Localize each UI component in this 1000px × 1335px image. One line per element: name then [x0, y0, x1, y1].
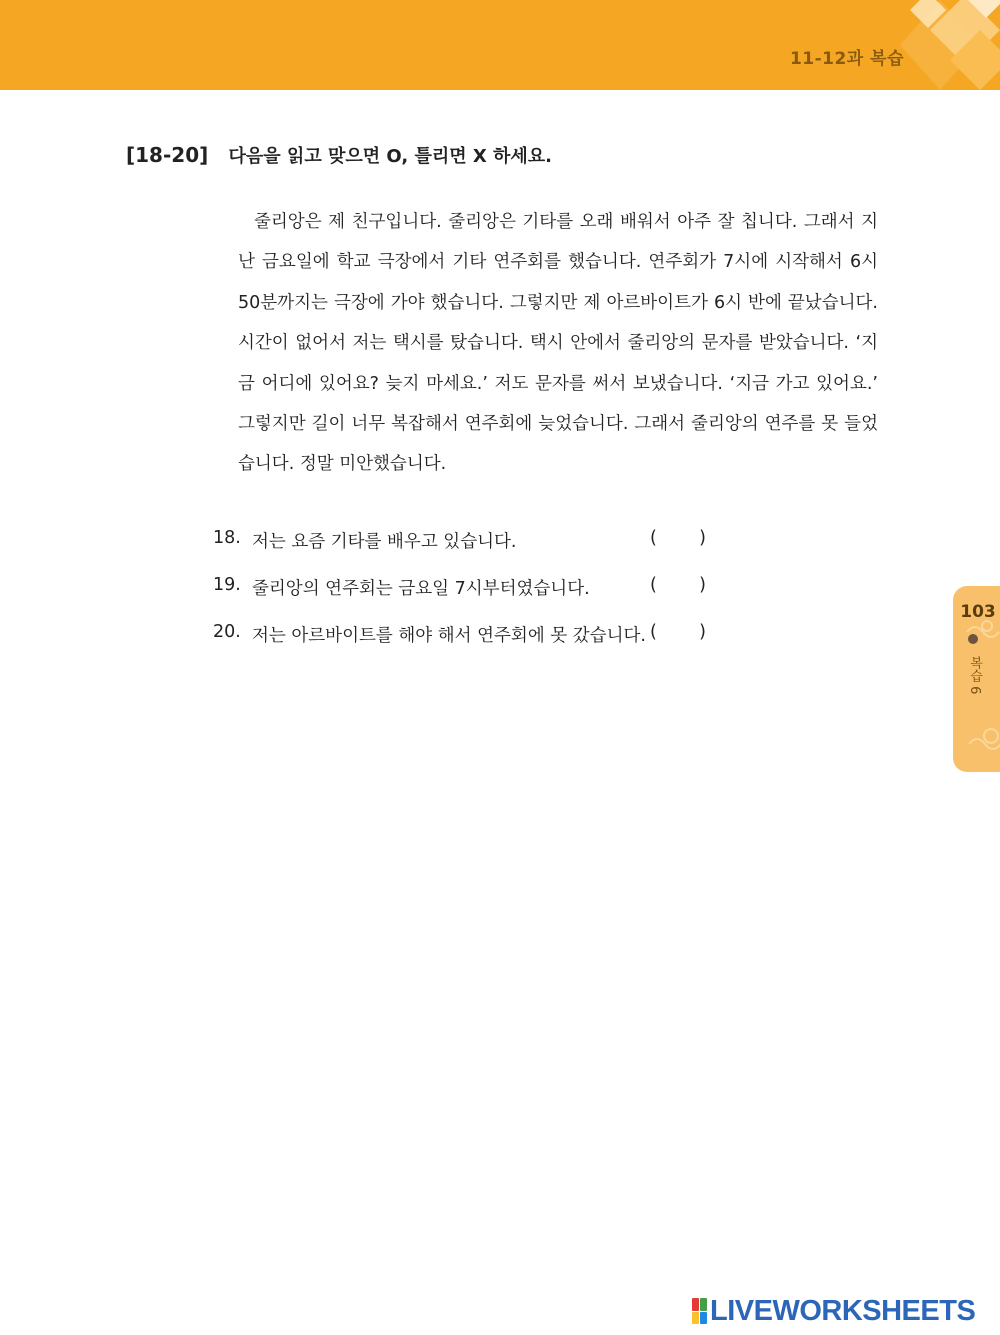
header-bar [0, 0, 1000, 90]
answer-blank[interactable] [650, 619, 706, 645]
dot-icon [968, 634, 978, 644]
close-paren: ) [699, 528, 706, 548]
open-paren: ( [650, 528, 657, 548]
question-text: 저는 요즘 기타를 배우고 있습니다. [252, 532, 517, 552]
question-text: 줄리앙의 연주회는 금요일 7시부터였습니다. [252, 579, 590, 599]
open-paren: ( [650, 575, 657, 595]
question-text: 저는 아르바이트를 해야 해서 연주회에 못 갔습니다. [252, 626, 646, 646]
section-title: 11-12과 복습 [789, 49, 904, 69]
question-number: 18. [213, 528, 241, 548]
passage-text: 줄리앙은 제 친구입니다. 줄리앙은 기타를 오래 배워서 아주 잘 칩니다. 그래서 지난 금요일에 학교 극장에서 기타 연주회를 했습니다. 연주회가 7시에 시작해서 6시 50분까지는 극장에 가야 했습니다. 그렇지만 제 아르바이트가 6시 반에 끝났습니다. 시간이 없어서 저는 택시를 탔습니다. 택시 안에서 줄리앙의 문자를 받았습니다. ‘지금 어디에 있어요? 늦지 마세요.’ 저도 문자를 써서 보냈습니다. ‘지금 가고 있어요.’ 그렇지만 길이 너무 복잡해서 연주회에 늦었습니다. 그래서 줄리앙의 연주를 못 들었습니다. 정말 미안했습니다. [238, 212, 878, 475]
answer-blank[interactable] [650, 572, 706, 598]
question-list [213, 520, 733, 661]
logo-badge-icon [692, 1298, 707, 1324]
question-number: 19. [213, 575, 241, 595]
question-item [213, 567, 733, 614]
instruction [126, 142, 552, 168]
close-paren: ) [699, 622, 706, 642]
question-range: [18-20] [126, 143, 209, 167]
liveworksheets-logo [692, 1296, 975, 1326]
reading-passage [238, 202, 878, 485]
answer-blank[interactable] [650, 525, 706, 551]
page-number: 103 [960, 602, 996, 622]
question-item [213, 520, 733, 567]
open-paren: ( [650, 622, 657, 642]
close-paren: ) [699, 575, 706, 595]
question-item [213, 614, 733, 661]
chapter-label: 복습 6 [967, 656, 982, 695]
side-tab [953, 586, 1000, 772]
logo-text: LIVEWORKSHEETS [710, 1294, 976, 1327]
instruction-text: 다음을 읽고 맞으면 O, 틀리면 X 하세요. [228, 146, 553, 167]
question-number: 20. [213, 622, 241, 642]
